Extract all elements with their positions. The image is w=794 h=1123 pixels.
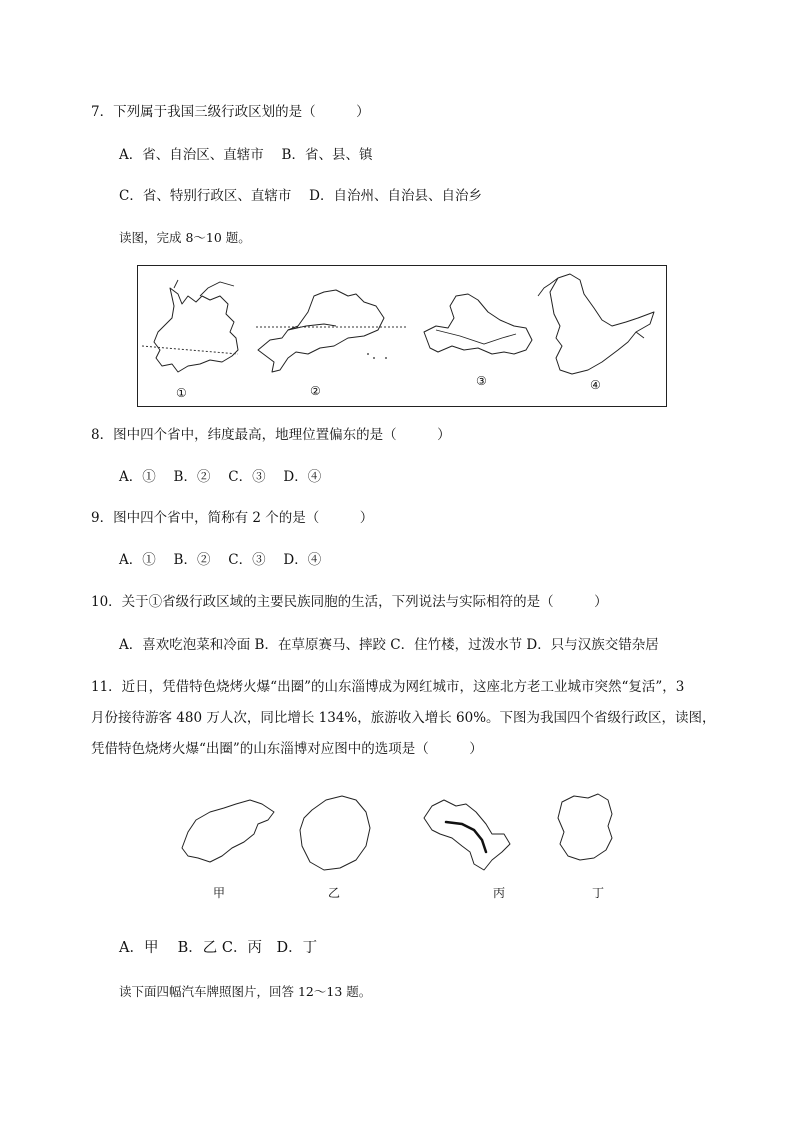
q11-options: A．甲 B．乙 C．丙 D．丁 [119, 940, 318, 956]
q11-line3: 凭借特色烧烤火爆“出圈”的山东淄博对应图中的选项是（ ） [91, 741, 483, 757]
figure1-label-4: ④ [590, 378, 601, 392]
figure2-label-ding: 丁 [592, 886, 605, 900]
outline-bing [424, 800, 510, 870]
figure2-label-bing: 丙 [493, 886, 506, 900]
province-outline-4 [538, 274, 654, 374]
province-outline-1 [142, 280, 238, 372]
q11-line1: 11．近日，凭借特色烧烤火爆“出圈”的山东淄博成为网红城市，这座北方老工业城市突然“复活”，3 [91, 679, 685, 695]
q10-stem: 10．关于①省级行政区域的主要民族同胞的生活，下列说法与实际相符的是（ ） [91, 594, 608, 610]
province-outline-3 [424, 294, 532, 354]
q7-options-cd: C．省、特别行政区、直辖市 D．自治州、自治县、自治乡 [119, 188, 482, 204]
outline-jia [182, 800, 274, 862]
figure1-label-3: ③ [476, 374, 487, 388]
intro-8-10: 读图，完成 8～10 题。 [119, 230, 251, 245]
q7-stem: 7．下列属于我国三级行政区划的是（ ） [91, 104, 370, 120]
q9-stem: 9．图中四个省中，简称有 2 个的是（ ） [91, 510, 374, 526]
figure1-label-2: ② [310, 384, 321, 398]
outline-ding [558, 794, 612, 860]
q8-stem: 8．图中四个省中，纬度最高，地理位置偏东的是（ ） [91, 427, 451, 443]
figure1-label-1: ① [176, 386, 187, 400]
province-figure-box [137, 265, 667, 407]
province-outlines-svg [138, 266, 666, 406]
q8-options: A．① B．② C．③ D．④ [119, 469, 322, 485]
figure2-label-yi: 乙 [328, 886, 341, 900]
q11-line2: 月份接待游客 480 万人次，同比增长 134%，旅游收入增长 60%。下图为我国四个省级行政区，读图， [91, 710, 716, 726]
q7-options-ab: A．省、自治区、直辖市 B．省、县、镇 [119, 147, 373, 163]
q10-options: A．喜欢吃泡菜和冷面 B．在草原赛马、摔跤 C．住竹楼，过泼水节 D．只与汉族交错杂居 [119, 637, 659, 653]
intro-12-13: 读下面四幅汽车牌照图片，回答 12～13 题。 [119, 984, 372, 999]
figure2-outlines-svg [170, 790, 630, 880]
province-outline-2 [256, 290, 408, 372]
outline-yi [300, 796, 370, 870]
q9-options: A．① B．② C．③ D．④ [119, 552, 322, 568]
figure2-label-jia: 甲 [213, 886, 226, 900]
